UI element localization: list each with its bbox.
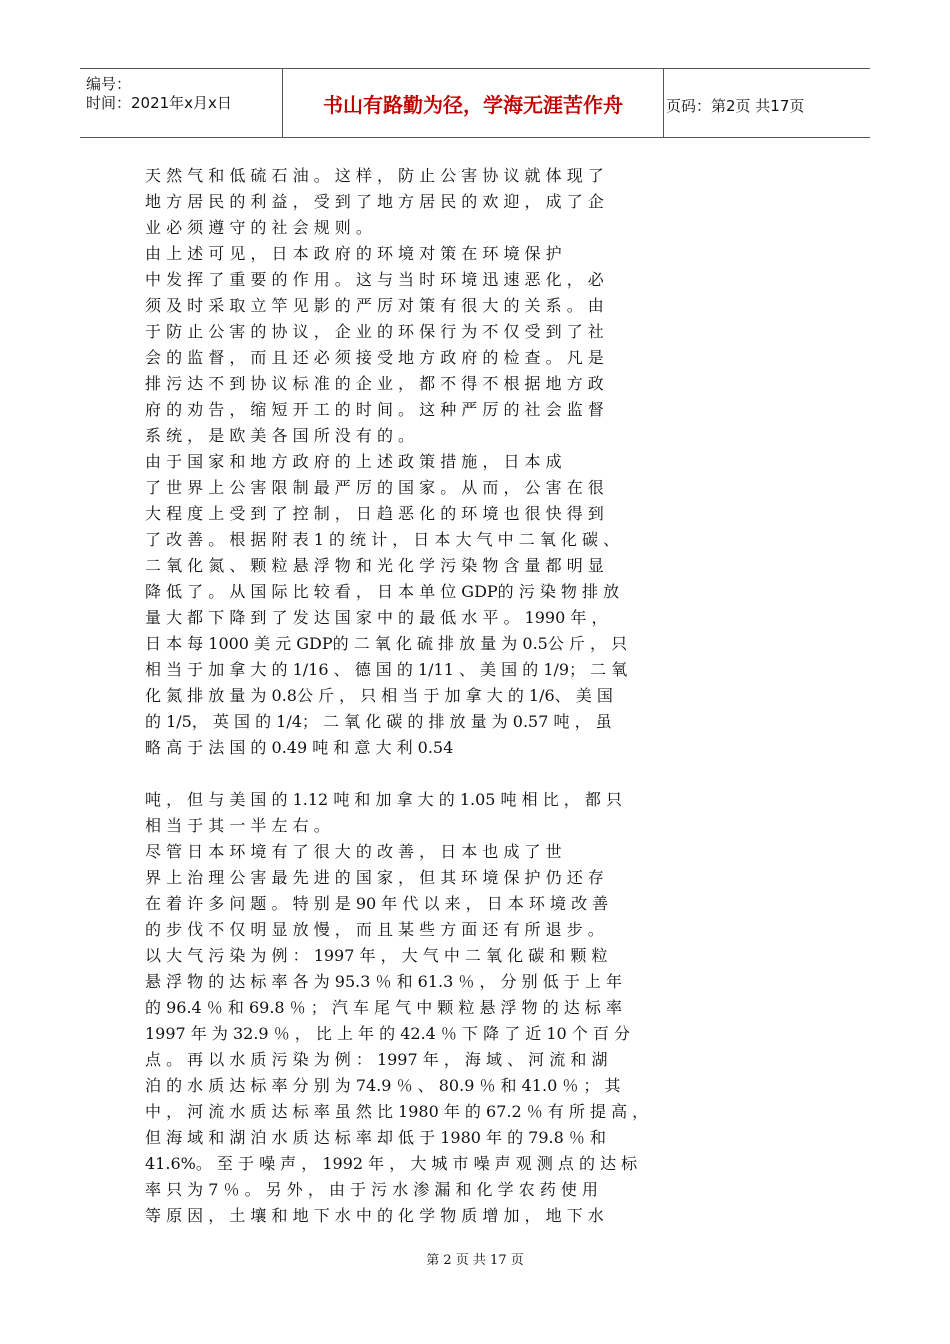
text-line: 日 本 每 1000 美 元 GDP的 二 氧 化 硫 排 放 量 为 0.5公 斤 ， 只 xyxy=(145,634,628,653)
text-line: 中 ， 河 流 水 质 达 标 率 虽 然 比 1980 年 的 67.2 ％ 有 所 提 高 ， xyxy=(145,1102,649,1121)
text-line: 二 氧 化 氮 、 颗 粒 悬 浮 物 和 光 化 学 污 染 物 含 量 都 明 显 xyxy=(145,556,604,575)
text-line: 须 及 时 采 取 立 竿 见 影 的 严 厉 对 策 有 很 大 的 关 系 。 由 xyxy=(145,296,604,315)
text-line: 于 防 止 公 害 的 协 议 ， 企 业 的 环 保 行 为 不 仅 受 到 了 社 xyxy=(145,322,604,341)
header-page-info xyxy=(664,69,870,137)
text-line: 吨 ， 但 与 美 国 的 1.12 吨 和 加 拿 大 的 1.05 吨 相 比 ， 都 只 xyxy=(145,790,622,809)
page-number-label: 页码：第2页 共17页 xyxy=(666,97,805,115)
text-line: 会 的 监 督 ， 而 且 还 必 须 接 受 地 方 政 府 的 检 查 。 凡 是 xyxy=(145,348,604,367)
text-line: 泊 的 水 质 达 标 率 分 别 为 74.9 ％ 、 80.9 ％ 和 41.0 ％ ； 其 xyxy=(145,1076,621,1095)
text-line: 天 然 气 和 低 硫 石 油 。 这 样 ， 防 止 公 害 协 议 就 体 现 了 xyxy=(145,166,604,185)
page-footer: 第 2 页 共 17 页 xyxy=(426,1253,524,1268)
page-header xyxy=(80,68,870,138)
text-line: 相 当 于 加 拿 大 的 1/16 、 德 国 的 1/11 、 美 国 的 1/9； 二 氧 xyxy=(145,660,628,679)
text-line: 府 的 劝 告 ， 缩 短 开 工 的 时 间 。 这 种 严 厉 的 社 会 监 督 xyxy=(145,400,604,419)
text-line: 1997 年 为 32.9 ％ ， 比 上 年 的 42.4 ％ 下 降 了 近 10 个 百 分 xyxy=(145,1024,630,1043)
text-line: 率 只 为 7 ％ 。 另 外 ， 由 于 污 水 渗 漏 和 化 学 农 药 使 用 xyxy=(145,1180,598,1199)
text-line: 了 改 善 。 根 据 附 表 1 的 统 计 ， 日 本 大 气 中 二 氧 化 碳 、 xyxy=(145,530,620,549)
header-info xyxy=(80,69,283,137)
text-line: 在 着 许 多 问 题 。 特 别 是 90 年 代 以 来 ， 日 本 环 境 改 善 xyxy=(145,894,609,913)
text-line: 降 低 了 。 从 国 际 比 较 看 ， 日 本 单 位 GDP的 污 染 物 排 放 xyxy=(145,582,620,601)
text-line: 系 统 ， 是 欧 美 各 国 所 没 有 的 。 xyxy=(145,426,415,445)
document-number-label: 编号： xyxy=(86,75,132,93)
text-line: 化 氮 排 放 量 为 0.8公 斤 ， 只 相 当 于 加 拿 大 的 1/6、 美 国 xyxy=(145,686,613,705)
text-line: 大 程 度 上 受 到 了 控 制 ， 日 趋 恶 化 的 环 境 也 很 快 得 到 xyxy=(145,504,604,523)
text-line: 了 世 界 上 公 害 限 制 最 严 厉 的 国 家 。 从 而 ， 公 害 在 很 xyxy=(145,478,604,497)
text-line: 等 原 因 ， 土 壤 和 地 下 水 中 的 化 学 物 质 增 加 ， 地 下 水 xyxy=(145,1206,604,1225)
text-line: 由 于 国 家 和 地 方 政 府 的 上 述 政 策 措 施 ， 日 本 成 xyxy=(145,452,562,471)
text-line: 排 污 达 不 到 协 议 标 准 的 企 业 ， 都 不 得 不 根 据 地 方 政 xyxy=(145,374,604,393)
text-line: 由 上 述 可 见 ， 日 本 政 府 的 环 境 对 策 在 环 境 保 护 xyxy=(145,244,562,263)
text-line: 悬 浮 物 的 达 标 率 各 为 95.3 ％ 和 61.3 ％ ， 分 别 低 于 上 年 xyxy=(145,972,622,991)
text-line: 地 方 居 民 的 利 益 ， 受 到 了 地 方 居 民 的 欢 迎 ， 成 了 企 xyxy=(145,192,604,211)
text-line: 的 步 伐 不 仅 明 显 放 慢 ， 而 且 某 些 方 面 还 有 所 退 步 。 xyxy=(145,920,604,939)
document-date-label: 时间：2021年x月x日 xyxy=(86,94,232,112)
text-line: 中 发 挥 了 重 要 的 作 用 。 这 与 当 时 环 境 迅 速 恶 化 ， 必 xyxy=(145,270,604,289)
text-line: 略 高 于 法 国 的 0.49 吨 和 意 大 利 0.54 xyxy=(145,738,454,757)
text-line: 的 1/5， 英 国 的 1/4； 二 氧 化 碳 的 排 放 量 为 0.57 吨 ， 虽 xyxy=(145,712,612,731)
text-line: 尽 管 日 本 环 境 有 了 很 大 的 改 善 ， 日 本 也 成 了 世 xyxy=(145,842,562,861)
text-line: 点 。 再 以 水 质 污 染 为 例 ： 1997 年 ， 海 域 、 河 流 和 湖 xyxy=(145,1050,608,1069)
text-line: 业 必 须 遵 守 的 社 会 规 则 。 xyxy=(145,218,372,237)
text-line: 量 大 都 下 降 到 了 发 达 国 家 中 的 最 低 水 平 。 1990 年 ， xyxy=(145,608,608,627)
text-line: 但 海 域 和 湖 泊 水 质 达 标 率 却 低 于 1980 年 的 79.8 ％ 和 xyxy=(145,1128,606,1147)
text-line: 以 大 气 污 染 为 例 ： 1997 年 ， 大 气 中 二 氧 化 碳 和 颗 粒 xyxy=(145,946,608,965)
text-line: 界 上 治 理 公 害 最 先 进 的 国 家 ， 但 其 环 境 保 护 仍 还 存 xyxy=(145,868,604,887)
text-line: 的 96.4 ％ 和 69.8 ％ ； 汽 车 尾 气 中 颗 粒 悬 浮 物 的 达 标 率 xyxy=(145,998,622,1017)
header-motto: 书山有路勤为径，学海无涯苦作舟 xyxy=(283,69,664,137)
text-line: 41.6%。 至 于 噪 声 ， 1992 年 ， 大 城 市 噪 声 观 测 点 的 达 标 xyxy=(145,1154,638,1173)
text-line: 相 当 于 其 一 半 左 右 。 xyxy=(145,816,330,835)
